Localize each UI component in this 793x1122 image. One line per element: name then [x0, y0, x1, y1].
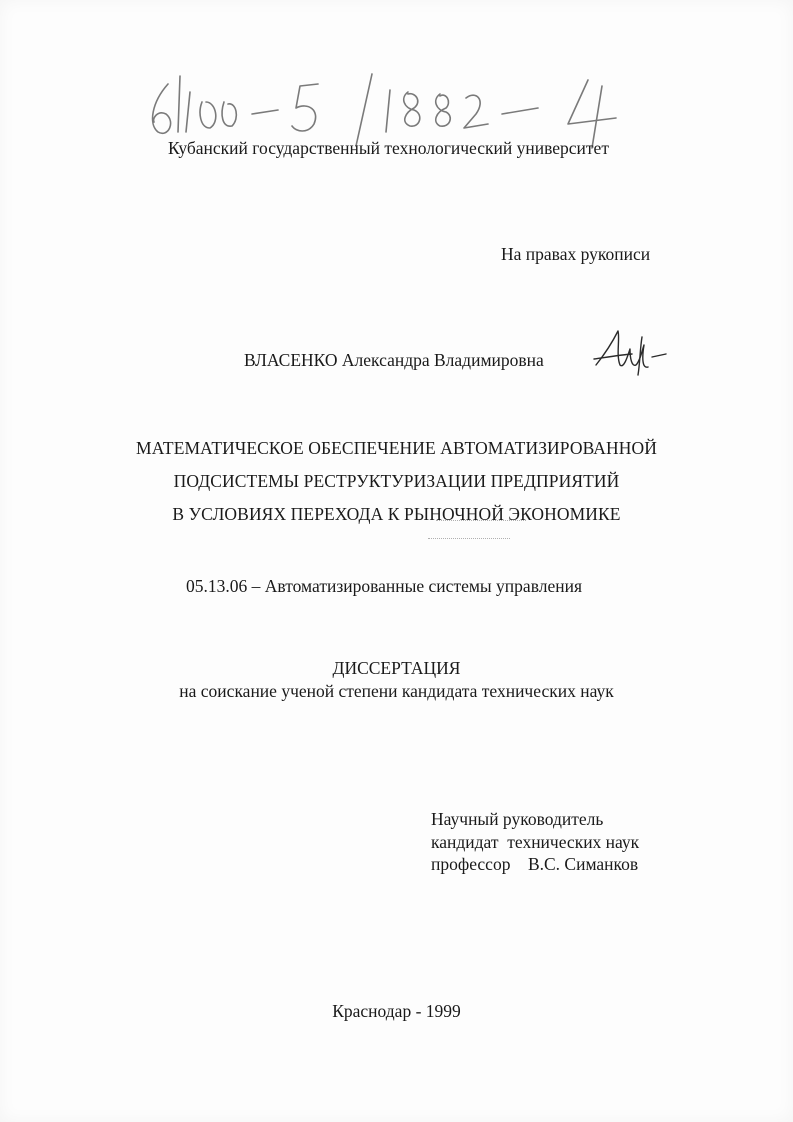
- scan-residue: [428, 538, 510, 542]
- author-signature: [590, 325, 670, 380]
- scan-residue: [436, 520, 526, 524]
- university-name: Кубанский государственный технологический университет: [168, 138, 609, 158]
- scientific-advisor: [431, 808, 639, 876]
- advisor-degree: кандидат технических наук: [431, 831, 640, 852]
- advisor-name: профессор В.С. Симанков: [431, 854, 639, 874]
- work-type: ДИССЕРТАЦИЯ: [332, 658, 461, 678]
- manuscript-rights-note: На правах рукописи: [501, 244, 651, 264]
- title-line-1: МАТЕМАТИЧЕСКОЕ ОБЕСПЕЧЕНИЕ АВТОМАТИЗИРОВАННОЙ: [136, 438, 657, 458]
- specialty-code: 05.13.06 – Автоматизированные системы управления: [186, 576, 583, 596]
- handwritten-archive-code-text: 61:00-5/1882-4: [140, 62, 147, 63]
- advisor-role: Научный руководитель: [431, 809, 604, 829]
- dissertation-title: [0, 432, 793, 531]
- city-year: Краснодар - 1999: [332, 1001, 461, 1021]
- degree-sought: на соискание ученой степени кандидата технических наук: [179, 681, 614, 701]
- author-name: ВЛАСЕНКО Александра Владимировна: [244, 350, 544, 370]
- title-line-3: В УСЛОВИЯХ ПЕРЕХОДА К РЫНОЧНОЙ ЭКОНОМИКЕ: [172, 504, 621, 524]
- title-line-2: ПОДСИСТЕМЫ РЕСТРУКТУРИЗАЦИИ ПРЕДПРИЯТИЙ: [173, 471, 620, 491]
